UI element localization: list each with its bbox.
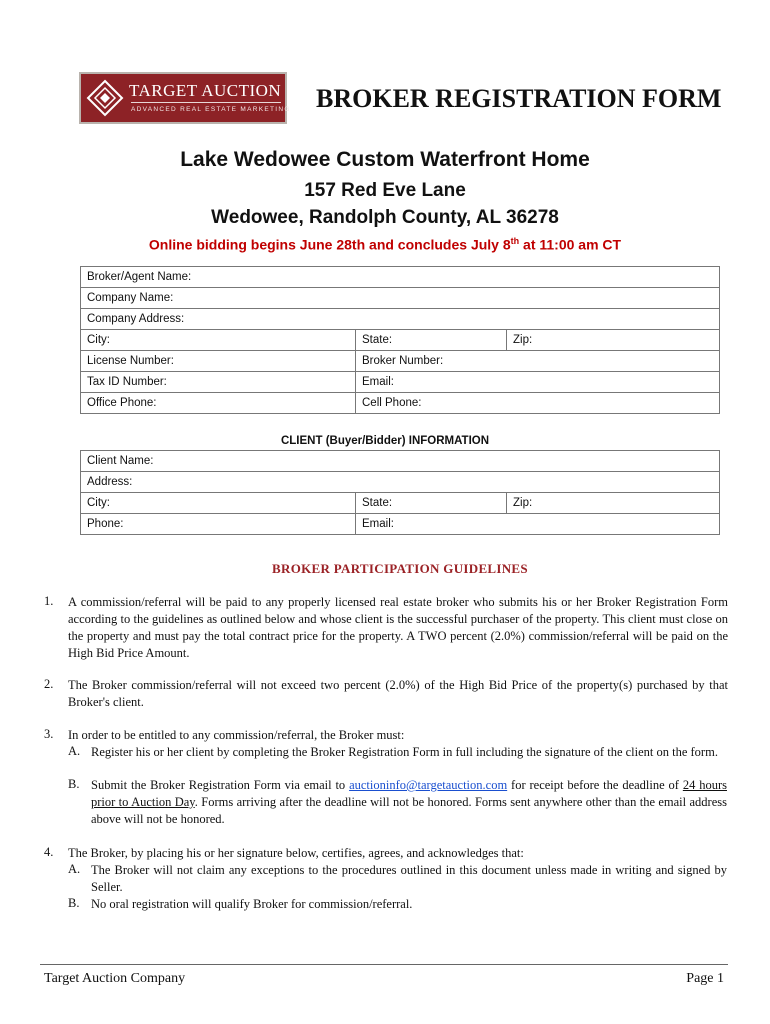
email-link[interactable]: auctioninfo@targetauction.com: [349, 778, 508, 792]
item-4-text: The Broker, by placing his or her signature below, certifies, agrees, and acknowledges that:: [68, 846, 524, 860]
item-2-number: 2.: [44, 677, 54, 691]
deadline-text: 24 hours prior to Auction Day: [91, 778, 727, 809]
client-phone-field[interactable]: Phone:: [81, 514, 356, 535]
logo-name: TARGET AUCTION: [129, 81, 282, 100]
company-name-field[interactable]: Company Name:: [81, 288, 720, 309]
item-3b-letter: B.: [68, 777, 80, 791]
broker-state-field[interactable]: State:: [356, 330, 507, 351]
item-3b-text: Submit the Broker Registration Form via email to auctioninfo@targetauction.com for receipt before the deadline of 24 hours prior to Auction Day. Forms arriving after the deadline will not be honored. Forms sent anywhere other than the email address above will not be honored.: [91, 778, 727, 826]
item-3-text: In order to be entitled to any commission/referral, the Broker must:: [68, 728, 405, 742]
diamond-logo-icon: [85, 78, 125, 118]
item-1-number: 1.: [44, 594, 54, 608]
item-4b-letter: B.: [68, 896, 80, 910]
company-address-field[interactable]: Company Address:: [81, 309, 720, 330]
property-address-line1: 157 Red Eve Lane: [304, 180, 466, 201]
footer-divider: [40, 964, 728, 965]
item-4a-letter: A.: [68, 862, 81, 876]
property-name: Lake Wedowee Custom Waterfront Home: [180, 148, 590, 171]
client-zip-field[interactable]: Zip:: [507, 493, 720, 514]
footer-page-number: Page 1: [686, 971, 724, 986]
broker-number-field[interactable]: Broker Number:: [356, 351, 720, 372]
cell-phone-field[interactable]: Cell Phone:: [356, 393, 720, 414]
item-4-number: 4.: [44, 845, 54, 859]
footer-company: Target Auction Company: [44, 971, 186, 986]
item-4a-text: The Broker will not claim any exceptions to the procedures outlined in this document unless made in writing and signed by Seller.: [91, 863, 727, 894]
broker-city-field[interactable]: City:: [81, 330, 356, 351]
client-address-field[interactable]: Address:: [81, 472, 720, 493]
logo-divider: [131, 102, 281, 103]
office-phone-field[interactable]: Office Phone:: [81, 393, 356, 414]
guidelines-header: BROKER PARTICIPATION GUIDELINES: [272, 561, 528, 576]
property-address-line2: Wedowee, Randolph County, AL 36278: [211, 207, 559, 228]
client-state-field[interactable]: State:: [356, 493, 507, 514]
license-number-field[interactable]: License Number:: [81, 351, 356, 372]
item-3a-letter: A.: [68, 744, 81, 758]
form-title: BROKER REGISTRATION FORM: [316, 84, 722, 113]
tax-id-field[interactable]: Tax ID Number:: [81, 372, 356, 393]
item-2-text: The Broker commission/referral will not exceed two percent (2.0%) of the High Bid Price of the property(s) purchased by that Broker's client.: [68, 678, 728, 709]
broker-email-field[interactable]: Email:: [356, 372, 720, 393]
company-logo: [79, 72, 291, 124]
broker-zip-field[interactable]: Zip:: [507, 330, 720, 351]
client-name-field[interactable]: Client Name:: [81, 451, 720, 472]
client-email-field[interactable]: Email:: [356, 514, 720, 535]
broker-info-table: [80, 266, 720, 414]
client-city-field[interactable]: City:: [81, 493, 356, 514]
logo-tagline: ADVANCED REAL ESTATE MARKETING: [131, 106, 291, 113]
item-4b-text: No oral registration will qualify Broker for commission/referral.: [91, 897, 413, 911]
item-1-text: A commission/referral will be paid to any properly licensed real estate broker who submits his or her Broker Registration Form according to the guidelines as outlined below and whose client is the successful purchaser of the property. This client must close on the property and must pay the total contract price for the property. A TWO percent (2.0%) commission/referral will be paid on the High Bid Price Amount.: [68, 595, 728, 660]
client-info-header: CLIENT (Buyer/Bidder) INFORMATION: [280, 435, 490, 447]
item-3a-text: Register his or her client by completing the Broker Registration Form in full including the signature of the client on the form.: [91, 745, 718, 759]
client-info-table: [80, 450, 720, 535]
bidding-dates: Online bidding begins June 28th and concludes July 8th at 11:00 am CT: [148, 236, 622, 253]
broker-agent-name-field[interactable]: Broker/Agent Name:: [81, 267, 720, 288]
item-3-number: 3.: [44, 727, 54, 741]
